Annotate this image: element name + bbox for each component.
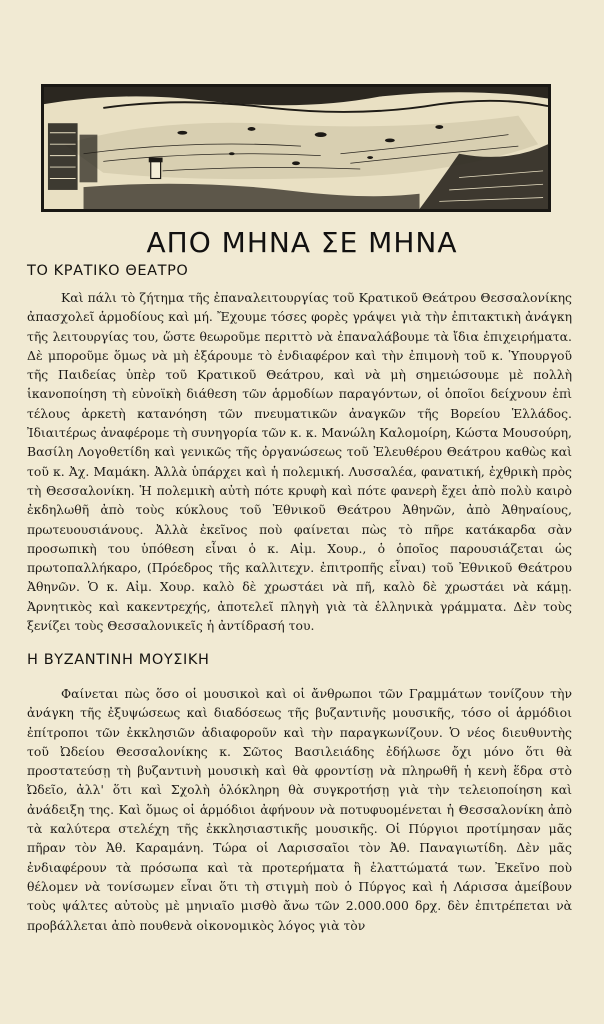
banner-illustration <box>41 84 551 212</box>
section-body-byzantine-music: Φαίνεται πὼς ὅσο οἱ μουσικοὶ καὶ οἱ ἄνθρωποι τῶν Γραμμάτων τονίζουν τὴν ἀνάγκη τῆς ἐξυψώσεως καὶ διαδόσεως τῆς βυζαντινῆς μουσικῆς, τόσο οἱ ἁρμόδιοι ἐπίτροποι τῶν ἐκκλησιῶν ἀδιαφοροῦν καὶ τὴν παραγκωνίζουν. Ὁ νέος διευθυντὴς τοῦ Ὠδείου Θεσσαλονίκης κ. Σῶτος Βασιλειάδης ἐδήλωσε ὄχι μόνο ὅτι θὰ προστατεύσῃ τὴ βυζαντινὴ μουσικὴ καὶ θὰ φροντίσῃ νὰ πληρωθῆ ἡ κενὴ ἕδρα στὸ Ὠδεῖο, ἀλλ' ὅτι καὶ Σχολὴ ὁλόκληρη θὰ συγκροτήσῃ γιὰ τὴν τελειοποίηση καὶ ἀνάδειξη της. Καὶ ὅμως οἱ ἁρμόδιοι ἀφήνουν νὰ ποτυφυομένεται ἡ Θεσσαλονίκη ἀπὸ τὰ καλύτερα στελέχη τῆς ἐκκλησιαστικῆς μουσικῆς. Οἱ Πύργιοι προτίμησαν μᾶς πῆραν τὸν Ἀθ. Καραμάνη. Τώρα οἱ Λαρισσαῖοι τὸν Ἀθ. Παναγιωτίδη. Δὲν μᾶς ἐνδιαφέρουν τὰ πρόσωπα καὶ τὰ προτερήματα ἢ ἐλαττώματά των. Ἐκεῖνο ποὺ θέλομεν νὰ τονίσωμεν εἶναι ὅτι τὴ στιγμὴ ποὺ ὁ Πύργος καὶ ἡ Λάρισσα ἀμείβουν τοὺς ψάλτες αὐτοὺς μὲ μηνιαῖο μισθὸ ἄνω τῶν 2.000.000 δρχ. δὲν ἐπιτρέπεται νὰ προβάλλεται ἀπὸ πουθενὰ οἰκονομικὸς λόγος γιὰ τὸν <box>27 686 572 933</box>
page-title: ΑΠΟ ΜΗΝΑ ΣΕ ΜΗΝΑ <box>146 226 458 259</box>
section-title-byzantine-music: Η ΒΥΖΑΝΤΙΝΗ ΜΟΥΣΙΚΗ <box>27 652 210 668</box>
section-title-state-theatre: ΤΟ ΚΡΑΤΙΚΟ ΘΕΑΤΡΟ <box>27 263 189 279</box>
section-body-state-theatre: Καὶ πάλι τὸ ζήτημα τῆς ἐπαναλειτουργίας τοῦ Κρατικοῦ Θεάτρου Θεσσαλονίκης ἀπασχολεῖ ἁρμοδίους καὶ μή. Ἔχουμε τόσες φορὲς γράψει γιὰ τὴν ἐπιτακτικὴ ἀνάγκη τῆς λειτουργίας του, ὥστε θεωροῦμε περιττὸ νὰ ἐπαναλάβουμε τὰ ἴδια ἐπιχειρήματα. Δὲ μποροῦμε ὅμως νὰ μὴ ἐξάρουμε τὸ ἐνδιαφέρον καὶ τὴν ἐπιμονὴ τοῦ κ. Ὑπουργοῦ τῆς Παιδείας ὑπὲρ τοῦ Κρατικοῦ Θεάτρου, καὶ νὰ μὴ σημειώσουμε μὲ πολλὴ ἱκανοποίηση τὴ εὐνοϊκὴ διάθεση τῶν ἁρμοδίων παραγόντων, οἱ ὁποῖοι δείχνουν ἐπὶ τέλους ἀρκετὴ κατανόηση τῶν πνευματικῶν ἀναγκῶν τῆς Βορείου Ἑλλάδος. Ἰδιαιτέρως ἀναφέρομε τὴ συνηγορία τῶν κ. κ. Μανώλη Καλομοίρη, Κώστα Μουσούρη, Βασίλη Λογοθετίδη καὶ γενικῶς τῆς ὀργανώσεως τοῦ Ἐλευθέρου Θεάτρου καθὼς καὶ τοῦ κ. Ἀχ. Μαμάκη. Ἀλλὰ ὑπάρχει καὶ ἡ πολεμική. Λυσσαλέα, φανατική, ἐχθρικὴ πρὸς τὴ Θεσσαλονίκη. Ἡ πολεμικὴ αὐτὴ πότε κρυφὴ καὶ πότε φανερὴ ἔχει ἀπὸ πολὺ καιρὸ ἐκδηλωθῆ ἀπὸ τοὺς κύκλους τοῦ Ἐθνικοῦ Θεάτρου Ἀθηνῶν, ἀπὸ Ἀθηναίους, πρωτευουσιάνους. Ἀλλὰ ἐκεῖνος ποὺ φαίνεται πὼς τὸ πῆρε κατάκαρδα σὰν προσωπικὴ του ὑπόθεση εἶναι ὁ κ. Αἰμ. Χουρ., ὁ ὁποῖος παρουσιάζεται ὡς πρωτοπαλλήκαρο, (Πρόεδρος τῆς καλλιτεχν. ἐπιτροπῆς εἶναι) τοῦ Ἐθνικοῦ Θεάτρου Ἀθηνῶν. Ὁ κ. Αἰμ. Χουρ. καλὸ δὲ χρωστάει νὰ πῆ, καλὸ δὲ χρωστάει νὰ κάμῃ. Ἀρνητικὸς καὶ κακεντρεχής, ἀποτελεῖ πληγὴ γιὰ τὰ ἑλληνικὰ γράμματα. Δὲν τοὺς ξενίζει τοὺς Θεσσαλονικεῖς ἡ ἀντίδρασή του. <box>27 290 572 634</box>
thessaloniki-bay-engraving-icon <box>44 87 548 209</box>
